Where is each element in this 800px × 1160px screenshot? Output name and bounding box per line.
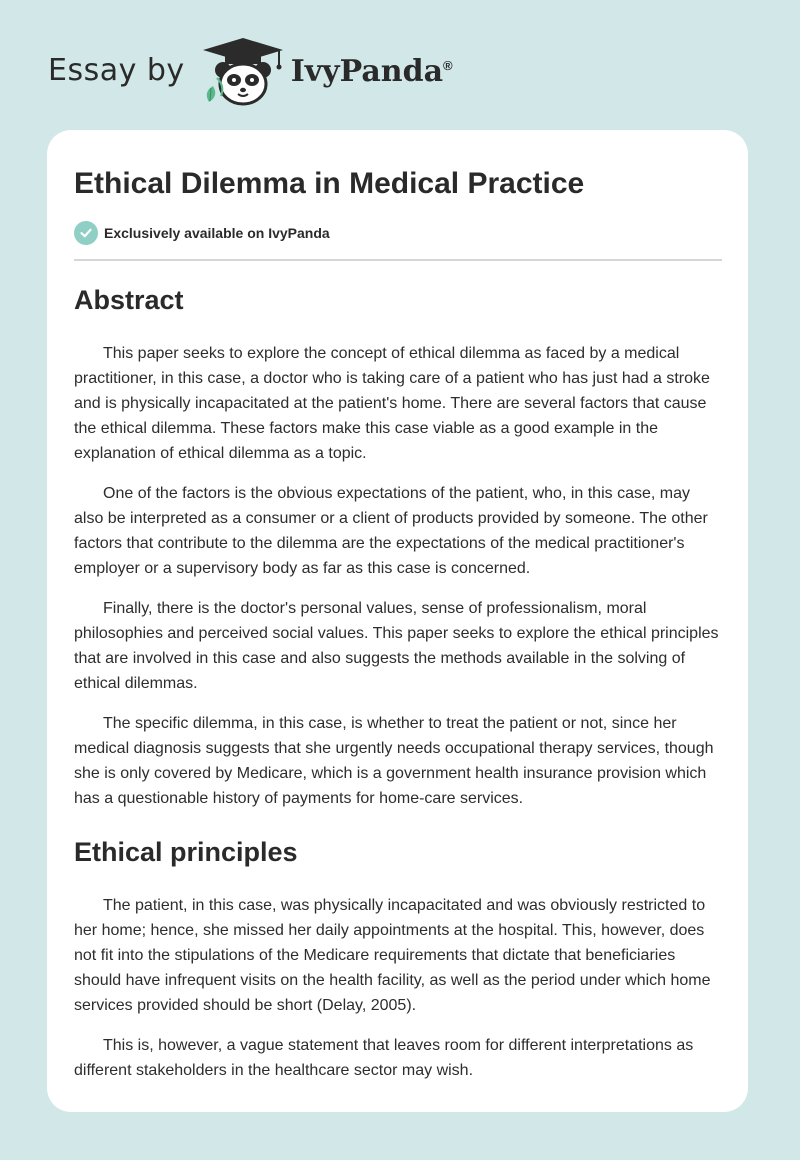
section-ethical-principles bbox=[74, 835, 722, 1083]
essay-by-label: Essay by bbox=[48, 52, 185, 88]
paragraph: The patient, in this case, was physically incapacitated and was obviously restricted to her home; hence, she missed her daily appointments at the hospital. This, however, does not fit into the stipulations of the Medicare requirements that dictate that beneficiaries should have infrequent visits on the health facility, as well as the period under which home services provided should be short (Delay, 2005). bbox=[74, 897, 711, 1014]
panda-graduate-logo-icon[interactable] bbox=[199, 36, 287, 108]
exclusive-badge bbox=[74, 220, 722, 246]
paragraph: Finally, there is the doctor's personal values, sense of professionalism, moral philosophies and perceived social values. This paper seeks to explore the ethical principles that are involved in this case and also suggests the methods available in the solving of ethical dilemmas. bbox=[74, 600, 719, 692]
section-heading: Abstract bbox=[74, 285, 184, 315]
page-title: Ethical Dilemma in Medical Practice bbox=[74, 167, 585, 200]
paragraph: This paper seeks to explore the concept of ethical dilemma as faced by a medical practitioner, in this case, a doctor who is taking care of a patient who has just had a stroke and is physically incapacitated at the patient's home. There are several factors that cause the ethical dilemma. These factors make this case viable as a good example in the explanation of ethical dilemma as a topic. bbox=[74, 345, 710, 462]
paragraph: One of the factors is the obvious expectations of the patient, who, in this case, may also be interpreted as a consumer or a client of products provided by someone. The other factors that contribute to the dilemma are the expectations of the medical practitioner's employer or a supervisory body as far as this case is concerned. bbox=[74, 485, 708, 577]
divider bbox=[74, 259, 722, 261]
section-abstract bbox=[74, 283, 722, 811]
site-header bbox=[48, 36, 453, 108]
exclusive-label: Exclusively available on IvyPanda bbox=[104, 225, 330, 241]
check-circle-icon bbox=[74, 221, 98, 245]
paragraph: The specific dilemma, in this case, is whether to treat the patient or not, since her medical diagnosis suggests that she urgently needs occupational therapy services, though she is only covered by Medicare, which is a government health insurance provision which has a questionable history of payments for home-care services. bbox=[74, 715, 714, 807]
article-card bbox=[47, 130, 748, 1112]
brand-name[interactable]: IvyPanda® bbox=[290, 53, 453, 89]
paragraph: This is, however, a vague statement that leaves room for different interpretations as different stakeholders in the healthcare sector may wish. bbox=[74, 1037, 694, 1079]
registered-mark: ® bbox=[443, 57, 453, 73]
section-heading: Ethical principles bbox=[74, 837, 298, 867]
